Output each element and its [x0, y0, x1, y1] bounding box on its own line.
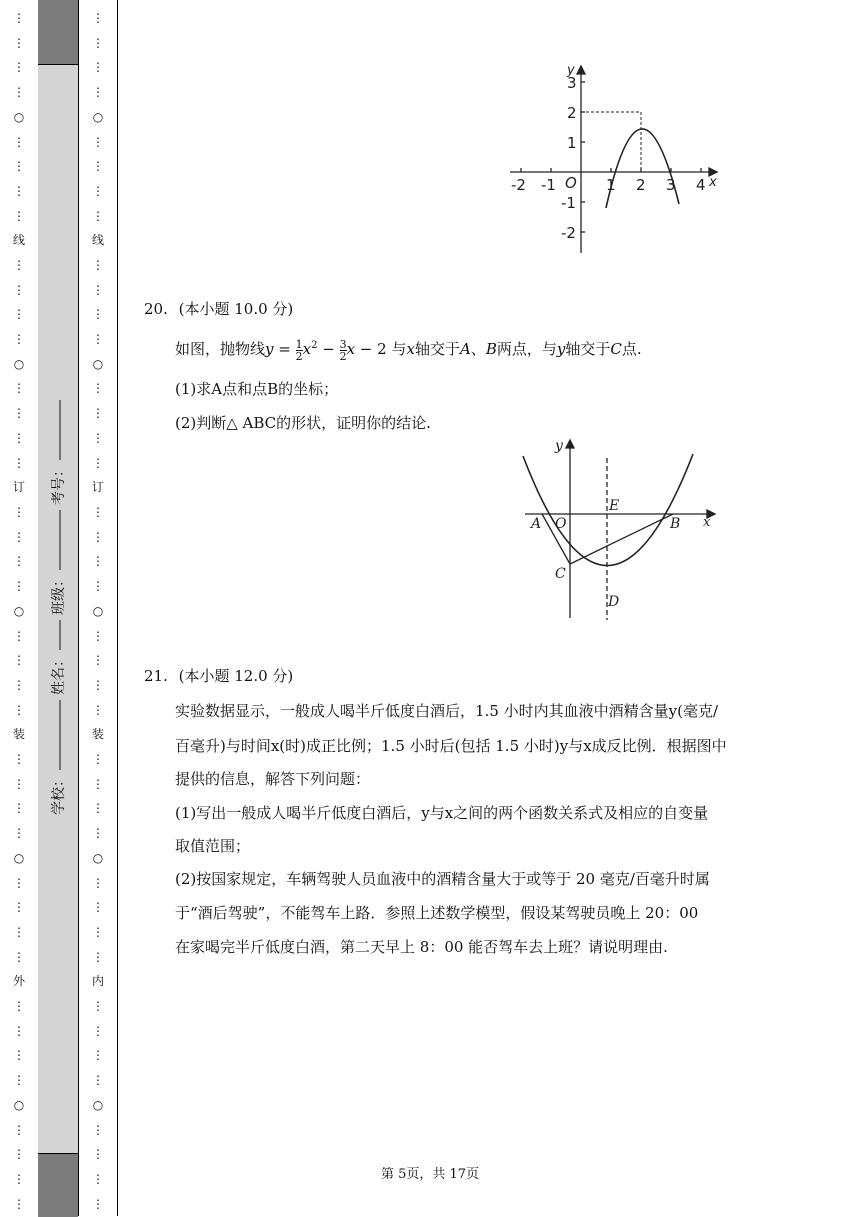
- binding-dots-icon: ⋮: [13, 950, 25, 964]
- binding-dots-icon: ⋮: [13, 900, 25, 914]
- q21-line-2: 百毫升)与时间x(时)成正比例；1.5 小时后(包括 1.5 小时)y与x成反比例．根据图中: [175, 737, 727, 755]
- binding-dots-icon: ⋮: [92, 1048, 104, 1062]
- binding-dots-icon: ⋮: [92, 801, 104, 815]
- binding-dots-icon: ⋮: [13, 283, 25, 297]
- binding-circle-icon: ○: [92, 357, 104, 371]
- binding-dots-icon: ⋮: [13, 678, 25, 692]
- student-info-fields: [38, 0, 78, 1216]
- q21-line-4: (1)写出一般成人喝半斤低度白酒后，y与x之间的两个函数关系式及相应的自变量: [175, 804, 709, 822]
- q20-text-e: 两点，与: [496, 340, 557, 358]
- q21-line-6: (2)按国家规定，车辆驾驶人员血液中的酒精含量大于或等于 20 毫克/百毫升时属: [175, 870, 710, 888]
- q20-line1: 如图，抛物线y = $\frac{1}{2}$ $x^2$ − $\frac{3}{2}$ x − 2 与x轴交于A、B两点，与y轴交于C点.: [175, 337, 642, 363]
- binding-dots-icon: ⋮: [13, 209, 25, 223]
- q20-text-d: 、: [470, 340, 486, 358]
- binding-dots-icon: ⋮: [92, 36, 104, 50]
- binding-dots-icon: ⋮: [13, 801, 25, 815]
- q20-points: (本小题 10.0 分): [178, 300, 294, 318]
- binding-dots-icon: ⋮: [13, 1048, 25, 1062]
- binding-glyph: 外: [12, 974, 25, 988]
- fig19-xtick-neg1: -1: [541, 176, 556, 194]
- binding-circle-icon: ○: [92, 851, 104, 865]
- outer-dot-column: [0, 0, 38, 1216]
- binding-dots-icon: ⋮: [13, 184, 25, 198]
- fig19-xtick-1: 1: [606, 176, 616, 194]
- q21-header: [144, 665, 293, 686]
- binding-dots-icon: ⋮: [92, 1024, 104, 1038]
- binding-dots-icon: ⋮: [13, 1073, 25, 1087]
- fig19-ytick-2: 2: [567, 104, 577, 122]
- binding-dots-icon: ⋮: [13, 530, 25, 544]
- binding-dots-icon: ⋮: [13, 135, 25, 149]
- binding-dots-icon: ⋮: [13, 752, 25, 766]
- q21-line-8: 在家喝完半斤低度白酒，第二天早上 8：00 能否驾车去上班？请说明理由.: [175, 938, 668, 956]
- binding-dots-icon: ⋮: [13, 826, 25, 840]
- binding-dots-icon: ⋮: [92, 283, 104, 297]
- q20-number: 20.: [144, 300, 168, 318]
- binding-dots-icon: ⋮: [13, 159, 25, 173]
- binding-dots-icon: ⋮: [13, 456, 25, 470]
- fig19-origin: O: [565, 174, 577, 192]
- fig19-xtick-4: 4: [696, 176, 706, 194]
- binding-dots-icon: ⋮: [13, 925, 25, 939]
- binding-circle-icon: ○: [13, 851, 25, 865]
- q20-text-g: 点.: [621, 340, 642, 358]
- binding-dots-icon: ⋮: [13, 381, 25, 395]
- binding-dots-icon: ⋮: [92, 184, 104, 198]
- fig20-xlabel: x: [703, 515, 711, 530]
- binding-dots-icon: ⋮: [92, 1197, 104, 1211]
- binding-dots-icon: ⋮: [13, 777, 25, 791]
- fig19-xtick-2: 2: [636, 176, 646, 194]
- binding-dots-icon: ⋮: [13, 876, 25, 890]
- binding-dots-icon: ⋮: [92, 85, 104, 99]
- binding-dots-icon: ⋮: [13, 406, 25, 420]
- q20-line2: (1)求A点和点B的坐标；: [175, 380, 339, 398]
- binding-dots-icon: ⋮: [92, 406, 104, 420]
- binding-circle-icon: ○: [13, 1098, 25, 1112]
- q21-line-1: 实验数据显示，一般成人喝半斤低度白酒后，1.5 小时内其血液中酒精含量y(毫克/: [175, 702, 719, 720]
- q21-number: 21.: [144, 667, 168, 685]
- q20-text-a: 如图，抛物线: [175, 340, 266, 358]
- binding-dots-icon: ⋮: [92, 752, 104, 766]
- binding-dots-icon: ⋮: [13, 653, 25, 667]
- binding-dots-icon: ⋮: [13, 703, 25, 717]
- binding-glyph: 订: [91, 480, 104, 494]
- binding-margin-outer: [0, 0, 39, 1216]
- binding-dots-icon: ⋮: [13, 579, 25, 593]
- binding-dots-icon: ⋮: [92, 505, 104, 519]
- binding-dots-icon: ⋮: [13, 11, 25, 25]
- figure-q20-triangle-parabola: [515, 436, 725, 622]
- binding-dots-icon: ⋮: [13, 554, 25, 568]
- binding-dots-icon: ⋮: [92, 678, 104, 692]
- fig19-ytick-1: 1: [567, 134, 577, 152]
- binding-dots-icon: ⋮: [92, 431, 104, 445]
- binding-dots-icon: ⋮: [13, 332, 25, 346]
- binding-glyph: 线: [12, 233, 25, 247]
- binding-dots-icon: ⋮: [13, 1123, 25, 1137]
- q20-header: [144, 298, 293, 319]
- binding-dots-icon: ⋮: [92, 530, 104, 544]
- inner-dot-column: [79, 0, 117, 1216]
- q20-text-f: 轴交于: [565, 340, 611, 358]
- field-name: 姓名：: [51, 653, 67, 695]
- binding-dots-icon: ⋮: [92, 579, 104, 593]
- binding-dots-icon: ⋮: [92, 876, 104, 890]
- binding-dots-icon: ⋮: [92, 456, 104, 470]
- fig20-label-B: B: [670, 516, 681, 532]
- binding-dots-icon: ⋮: [13, 629, 25, 643]
- q21-line-5: 取值范围；: [175, 837, 251, 855]
- binding-dots-icon: ⋮: [13, 60, 25, 74]
- binding-circle-icon: ○: [13, 357, 25, 371]
- binding-dots-icon: ⋮: [92, 950, 104, 964]
- binding-dots-icon: ⋮: [92, 332, 104, 346]
- fig19-xlabel: x: [709, 175, 717, 190]
- q21-line-7: 于“酒后驾驶”，不能驾车上路．参照上述数学模型，假设某驾驶员晚上 20：00: [175, 904, 699, 922]
- binding-dots-icon: ⋮: [13, 431, 25, 445]
- fig20-label-E: E: [609, 498, 620, 514]
- binding-dots-icon: ⋮: [92, 703, 104, 717]
- page-footer: 第 5页，共 17页: [380, 1167, 480, 1182]
- fig19-xtick-neg2: -2: [511, 176, 526, 194]
- fig19-ylabel: y: [567, 63, 575, 78]
- binding-dots-icon: ⋮: [13, 1147, 25, 1161]
- binding-dots-icon: ⋮: [13, 258, 25, 272]
- q20-text-c: 轴交于: [414, 340, 460, 358]
- q20-line3: (2)判断△ ABC的形状，证明你的结论.: [175, 414, 431, 432]
- binding-dots-icon: ⋮: [13, 1172, 25, 1186]
- binding-dots-icon: ⋮: [92, 1073, 104, 1087]
- binding-dots-icon: ⋮: [92, 307, 104, 321]
- binding-dots-icon: ⋮: [92, 629, 104, 643]
- binding-dots-icon: ⋮: [13, 85, 25, 99]
- binding-dots-icon: ⋮: [92, 777, 104, 791]
- binding-dots-icon: ⋮: [92, 925, 104, 939]
- binding-dots-icon: ⋮: [13, 1024, 25, 1038]
- binding-circle-icon: ○: [92, 110, 104, 124]
- field-school: 学校：: [51, 773, 67, 815]
- binding-dots-icon: ⋮: [92, 653, 104, 667]
- binding-dots-icon: ⋮: [92, 999, 104, 1013]
- binding-circle-icon: ○: [13, 110, 25, 124]
- binding-dots-icon: ⋮: [92, 1147, 104, 1161]
- binding-dots-icon: ⋮: [92, 135, 104, 149]
- binding-glyph: 装: [91, 727, 104, 741]
- binding-dots-icon: ⋮: [92, 900, 104, 914]
- binding-dots-icon: ⋮: [92, 159, 104, 173]
- field-number: 考号：: [51, 463, 67, 505]
- fig20-label-O: O: [555, 516, 567, 532]
- binding-glyph: 内: [91, 974, 104, 988]
- binding-dots-icon: ⋮: [13, 505, 25, 519]
- binding-dots-icon: ⋮: [92, 554, 104, 568]
- binding-dots-icon: ⋮: [13, 1197, 25, 1211]
- binding-glyph: 线: [91, 233, 104, 247]
- q21-points: (本小题 12.0 分): [178, 667, 294, 685]
- binding-dots-icon: ⋮: [92, 826, 104, 840]
- binding-dots-icon: ⋮: [92, 1172, 104, 1186]
- fig20-label-D: D: [608, 594, 620, 610]
- binding-dots-icon: ⋮: [13, 36, 25, 50]
- fig19-ytick-neg1: -1: [561, 194, 576, 212]
- binding-dots-icon: ⋮: [92, 60, 104, 74]
- figure-q19-parabola: [505, 60, 725, 260]
- binding-dots-icon: ⋮: [92, 258, 104, 272]
- binding-circle-icon: ○: [92, 604, 104, 618]
- binding-dots-icon: ⋮: [13, 999, 25, 1013]
- binding-dots-icon: ⋮: [92, 381, 104, 395]
- field-class: 班级：: [51, 573, 67, 615]
- binding-dots-icon: ⋮: [13, 307, 25, 321]
- fig20-label-C: C: [555, 566, 566, 582]
- binding-dots-icon: ⋮: [92, 209, 104, 223]
- fig19-ytick-3: 3: [567, 74, 577, 92]
- fig20-ylabel: y: [555, 438, 563, 454]
- binding-margin-inner: [79, 0, 118, 1216]
- binding-glyph: 装: [12, 727, 25, 741]
- binding-circle-icon: ○: [92, 1098, 104, 1112]
- binding-dots-icon: ⋮: [92, 11, 104, 25]
- fig19-xtick-3: 3: [666, 176, 676, 194]
- q21-line-3: 提供的信息，解答下列问题：: [175, 770, 371, 788]
- fig19-ytick-neg2: -2: [561, 224, 576, 242]
- binding-dots-icon: ⋮: [92, 1123, 104, 1137]
- binding-glyph: 订: [12, 480, 25, 494]
- q20-text-b: 与: [391, 340, 407, 358]
- binding-circle-icon: ○: [13, 604, 25, 618]
- fig20-label-A: A: [531, 516, 542, 532]
